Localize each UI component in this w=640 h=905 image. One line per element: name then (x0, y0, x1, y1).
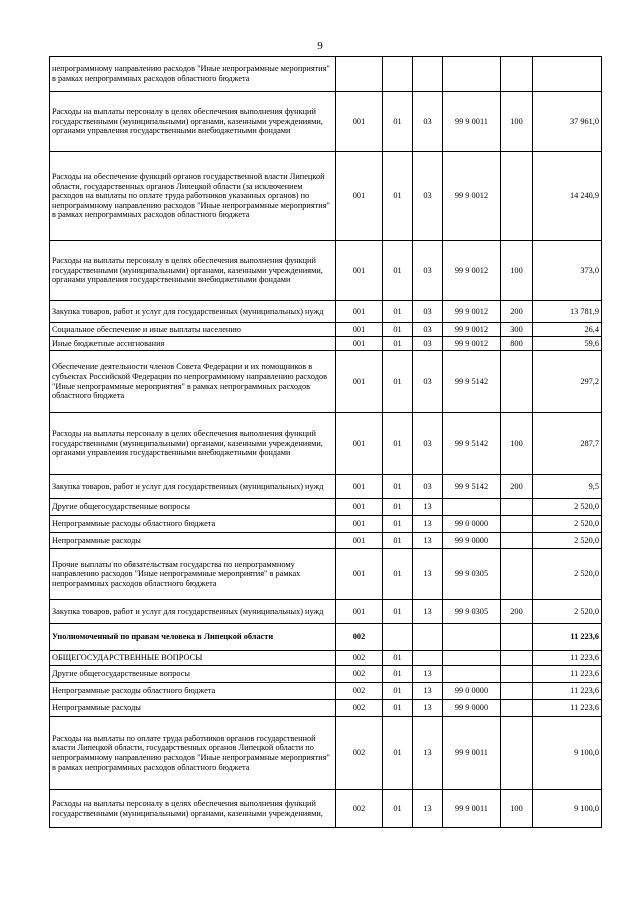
amount (533, 57, 602, 92)
amount: 9 100,0 (533, 790, 602, 828)
target-article: 99 9 0012 (443, 241, 501, 301)
section-code: 01 (383, 337, 413, 351)
section-code: 01 (383, 301, 413, 323)
target-article (443, 651, 501, 666)
target-article: 99 0 0000 (443, 516, 501, 533)
section-code: 01 (383, 413, 413, 475)
row-name: Расходы на выплаты персоналу в целях обеспечения выполнения функций государственными (муниципальными) органами, казенными учреждениями, органами управления государственными внебюджетными фондами (50, 413, 336, 475)
expense-type (501, 533, 533, 549)
row-name: Расходы на выплаты персоналу в целях обеспечения выполнения функций государственными (муниципальными) органами, казенными учреждениями, органами управления государственными внебюджетными фондами (50, 241, 336, 301)
amount: 2 520,0 (533, 533, 602, 549)
amount: 373,0 (533, 241, 602, 301)
section-code (383, 624, 413, 651)
expense-type (501, 717, 533, 790)
target-article (443, 666, 501, 683)
table-row (50, 600, 602, 624)
subsection-code: 03 (413, 351, 443, 413)
amount: 37 961,0 (533, 92, 602, 152)
section-code: 01 (383, 152, 413, 241)
amount: 2 520,0 (533, 516, 602, 533)
expense-type: 100 (501, 413, 533, 475)
section-code: 01 (383, 600, 413, 624)
section-code: 01 (383, 351, 413, 413)
row-name: Закупка товаров, работ и услуг для государственных (муниципальных) нужд (50, 475, 336, 499)
ministry-code: 002 (336, 683, 383, 700)
ministry-code: 001 (336, 516, 383, 533)
amount: 297,2 (533, 351, 602, 413)
target-article: 99 9 0012 (443, 337, 501, 351)
section-code: 01 (383, 666, 413, 683)
subsection-code: 03 (413, 92, 443, 152)
table-row (50, 683, 602, 700)
subsection-code: 03 (413, 337, 443, 351)
amount: 287,7 (533, 413, 602, 475)
subsection-code: 13 (413, 600, 443, 624)
row-name: Прочие выплаты по обязательствам государства по непрограммному направлению расходов "Иные непрограммные мероприятия" в рамках непрограммных расходов областного бюджета (50, 549, 336, 600)
row-name: Уполномоченный по правам человека в Липецкой области (50, 624, 336, 651)
table-row (50, 624, 602, 651)
table-row (50, 666, 602, 683)
target-article: 99 9 0011 (443, 92, 501, 152)
section-code: 01 (383, 516, 413, 533)
target-article: 99 9 0011 (443, 790, 501, 828)
expense-type (501, 152, 533, 241)
amount: 11 223,6 (533, 683, 602, 700)
section-code (383, 57, 413, 92)
page-number: 9 (317, 40, 323, 52)
expense-type (501, 683, 533, 700)
expense-type (501, 516, 533, 533)
target-article (443, 499, 501, 516)
ministry-code: 001 (336, 241, 383, 301)
row-name: Непрограммные расходы областного бюджета (50, 683, 336, 700)
subsection-code: 03 (413, 241, 443, 301)
ministry-code: 001 (336, 413, 383, 475)
subsection-code: 13 (413, 683, 443, 700)
amount: 2 520,0 (533, 499, 602, 516)
expense-type (501, 651, 533, 666)
table-row (50, 475, 602, 499)
target-article: 99 9 0000 (443, 700, 501, 717)
amount: 11 223,6 (533, 666, 602, 683)
subsection-code (413, 57, 443, 92)
expense-type: 100 (501, 790, 533, 828)
table-row (50, 516, 602, 533)
expense-type (501, 499, 533, 516)
expense-type (501, 666, 533, 683)
row-name: Непрограммные расходы (50, 533, 336, 549)
amount: 9 100,0 (533, 717, 602, 790)
section-code: 01 (383, 475, 413, 499)
table-row (50, 717, 602, 790)
expense-type: 200 (501, 475, 533, 499)
expense-type: 800 (501, 337, 533, 351)
table-row (50, 499, 602, 516)
ministry-code: 001 (336, 600, 383, 624)
expense-type (501, 700, 533, 717)
row-name: Закупка товаров, работ и услуг для государственных (муниципальных) нужд (50, 600, 336, 624)
row-name: Другие общегосударственные вопросы (50, 666, 336, 683)
ministry-code (336, 57, 383, 92)
subsection-code (413, 624, 443, 651)
subsection-code: 03 (413, 413, 443, 475)
section-code: 01 (383, 499, 413, 516)
row-name: Расходы на выплаты персоналу в целях обеспечения выполнения функций государственными (муниципальными) органами, казенными учреждениями, органами управления государственными внебюджетными фондами (50, 92, 336, 152)
subsection-code: 13 (413, 516, 443, 533)
subsection-code: 03 (413, 475, 443, 499)
expense-type (501, 549, 533, 600)
amount: 59,6 (533, 337, 602, 351)
row-name: Расходы на выплаты персоналу в целях обеспечения выполнения функций государственными (муниципальными) органами, казенными учреждениями, (50, 790, 336, 828)
section-code: 01 (383, 323, 413, 337)
ministry-code: 002 (336, 790, 383, 828)
amount: 11 223,6 (533, 624, 602, 651)
amount: 14 240,9 (533, 152, 602, 241)
expense-type: 200 (501, 301, 533, 323)
section-code: 01 (383, 683, 413, 700)
table-row (50, 533, 602, 549)
expense-type: 300 (501, 323, 533, 337)
amount: 11 223,6 (533, 651, 602, 666)
ministry-code: 002 (336, 700, 383, 717)
target-article: 99 9 0012 (443, 301, 501, 323)
row-name: Закупка товаров, работ и услуг для государственных (муниципальных) нужд (50, 301, 336, 323)
amount: 2 520,0 (533, 600, 602, 624)
section-code: 01 (383, 651, 413, 666)
table-body (50, 57, 602, 828)
ministry-code: 001 (336, 475, 383, 499)
row-name: Непрограммные расходы (50, 700, 336, 717)
subsection-code (413, 651, 443, 666)
section-code: 01 (383, 241, 413, 301)
table-row (50, 241, 602, 301)
ministry-code: 001 (336, 323, 383, 337)
ministry-code: 002 (336, 717, 383, 790)
section-code: 01 (383, 717, 413, 790)
expense-type (501, 624, 533, 651)
table-row (50, 413, 602, 475)
table-row (50, 301, 602, 323)
subsection-code: 13 (413, 717, 443, 790)
ministry-code: 001 (336, 337, 383, 351)
row-name: Социальное обеспечение и иные выплаты населению (50, 323, 336, 337)
amount: 13 781,9 (533, 301, 602, 323)
ministry-code: 002 (336, 666, 383, 683)
table-row (50, 337, 602, 351)
subsection-code: 13 (413, 666, 443, 683)
row-name: непрограммному направлению расходов "Иные непрограммные мероприятия" в рамках непрограммных расходов областного бюджета (50, 57, 336, 92)
section-code: 01 (383, 92, 413, 152)
row-name: Расходы на обеспечение функций органов государственной власти Липецкой области, государственных органов Липецкой области (за исключением расходов на выплаты по оплате труда работников указанных органов) по непрограммному направлению расходов "Иные непрограммные мероприятия" в рамках непрограммных расходов областного бюджета (50, 152, 336, 241)
row-name: ОБЩЕГОСУДАРСТВЕННЫЕ ВОПРОСЫ (50, 651, 336, 666)
target-article (443, 624, 501, 651)
subsection-code: 13 (413, 499, 443, 516)
target-article: 99 9 5142 (443, 351, 501, 413)
table-row (50, 57, 602, 92)
ministry-code: 002 (336, 624, 383, 651)
section-code: 01 (383, 533, 413, 549)
amount: 2 520,0 (533, 549, 602, 600)
table-row (50, 351, 602, 413)
section-code: 01 (383, 790, 413, 828)
ministry-code: 001 (336, 351, 383, 413)
target-article: 99 9 5142 (443, 475, 501, 499)
ministry-code: 001 (336, 499, 383, 516)
subsection-code: 03 (413, 152, 443, 241)
subsection-code: 13 (413, 700, 443, 717)
target-article: 99 9 0000 (443, 533, 501, 549)
subsection-code: 13 (413, 533, 443, 549)
row-name: Обеспечение деятельности членов Совета Федерации и их помощников в субъектах Российской Федерации по непрограммному направлению расходов "Иные непрограммные мероприятия" в рамках непрограммных расходов областного бюджета (50, 351, 336, 413)
ministry-code: 001 (336, 92, 383, 152)
table-row (50, 651, 602, 666)
subsection-code: 13 (413, 549, 443, 600)
target-article: 99 9 0305 (443, 600, 501, 624)
row-name: Иные бюджетные ассигнования (50, 337, 336, 351)
row-name: Непрограммные расходы областного бюджета (50, 516, 336, 533)
section-code: 01 (383, 700, 413, 717)
table-row (50, 790, 602, 828)
expense-type: 100 (501, 92, 533, 152)
target-article: 99 9 0011 (443, 717, 501, 790)
target-article: 99 9 5142 (443, 413, 501, 475)
expense-type: 100 (501, 241, 533, 301)
ministry-code: 001 (336, 533, 383, 549)
target-article: 99 9 0305 (443, 549, 501, 600)
target-article: 99 9 0012 (443, 152, 501, 241)
amount: 9,5 (533, 475, 602, 499)
ministry-code: 001 (336, 152, 383, 241)
ministry-code: 002 (336, 651, 383, 666)
row-name: Другие общегосударственные вопросы (50, 499, 336, 516)
row-name: Расходы на выплаты по оплате труда работников органов государственной власти Липецкой области, государственных органов Липецкой области по непрограммному направлению расходов "Иные непрограммные мероприятия" в рамках непрограммных расходов областного бюджета (50, 717, 336, 790)
target-article: 99 0 0000 (443, 683, 501, 700)
table-row (50, 92, 602, 152)
subsection-code: 03 (413, 301, 443, 323)
subsection-code: 13 (413, 790, 443, 828)
table-row (50, 700, 602, 717)
section-code: 01 (383, 549, 413, 600)
amount: 11 223,6 (533, 700, 602, 717)
target-article: 99 9 0012 (443, 323, 501, 337)
table-row (50, 152, 602, 241)
ministry-code: 001 (336, 301, 383, 323)
expense-type (501, 351, 533, 413)
ministry-code: 001 (336, 549, 383, 600)
budget-table (49, 56, 602, 828)
table-row (50, 549, 602, 600)
expense-type (501, 57, 533, 92)
expense-type: 200 (501, 600, 533, 624)
amount: 26,4 (533, 323, 602, 337)
target-article (443, 57, 501, 92)
subsection-code: 03 (413, 323, 443, 337)
table-row (50, 323, 602, 337)
